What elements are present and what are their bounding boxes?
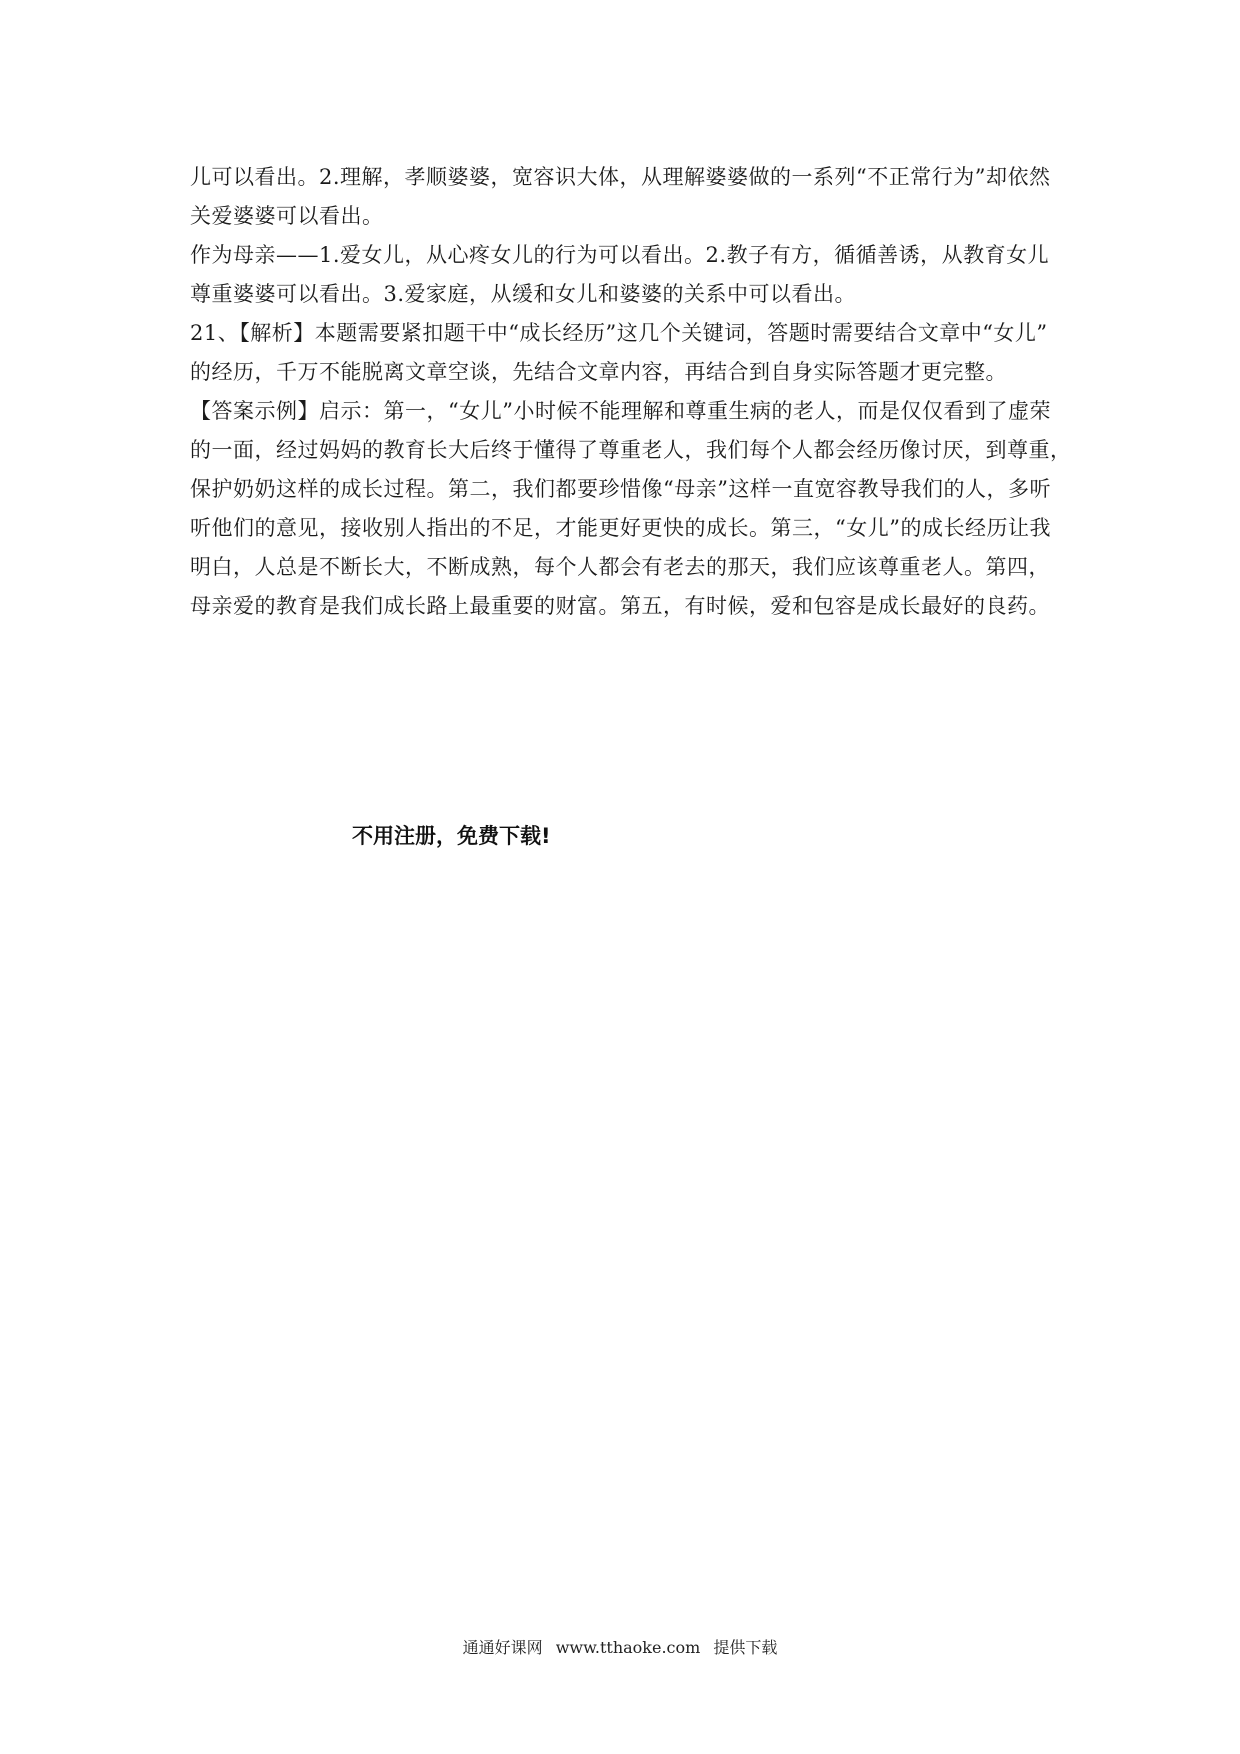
text-line: 母亲爱的教育是我们成长路上最重要的财富。第五，有时候，爱和包容是成长最好的良药。 bbox=[190, 594, 1050, 618]
text-line: 儿可以看出。2.理解，孝顺婆婆，宽容识大体，从理解婆婆做的一系列“不正常行为”却依然 bbox=[190, 165, 1051, 189]
footer-site-name: 通通好课网 bbox=[462, 1638, 543, 1657]
text-line: 听他们的意见，接收别人指出的不足，才能更好更快的成长。第三，“女儿”的成长经历让我 bbox=[190, 516, 1051, 540]
text-line: 关爱婆婆可以看出。 bbox=[190, 204, 384, 228]
text-line: 保护奶奶这样的成长过程。第二，我们都要珍惜像“母亲”这样一直宽容教导我们的人，多听 bbox=[190, 477, 1051, 501]
footer-url[interactable]: www.tthaoke.com bbox=[555, 1638, 701, 1657]
answer-text-block bbox=[190, 158, 1072, 626]
text-line: 尊重婆婆可以看出。3.爱家庭，从缓和女儿和婆婆的关系中可以看出。 bbox=[190, 282, 857, 306]
text-line: 【答案示例】启示：第一，“女儿”小时候不能理解和尊重生病的老人，而是仅仅看到了虚荣 bbox=[190, 399, 1051, 423]
page-footer bbox=[0, 1635, 1240, 1658]
text-line: 的经历，千万不能脱离文章空谈，先结合文章内容，再结合到自身实际答题才更完整。 bbox=[190, 360, 1007, 384]
text-line: 明白，人总是不断长大，不断成熟，每个人都会有老去的那天，我们应该尊重老人。第四， bbox=[190, 555, 1050, 579]
footer-suffix: 提供下载 bbox=[713, 1638, 778, 1657]
text-line: 的一面，经过妈妈的教育长大后终于懂得了尊重老人，我们每个人都会经历像讨厌，到尊重， bbox=[190, 438, 1072, 462]
text-line: 21、【解析】本题需要紧扣题干中“成长经历”这几个关键词，答题时需要结合文章中“女儿” bbox=[190, 321, 1048, 345]
text-line: 作为母亲——1.爱女儿，从心疼女儿的行为可以看出。2.教子有方，循循善诱，从教育女儿 bbox=[190, 243, 1050, 267]
free-download-notice: 不用注册，免费下载! bbox=[352, 824, 551, 848]
